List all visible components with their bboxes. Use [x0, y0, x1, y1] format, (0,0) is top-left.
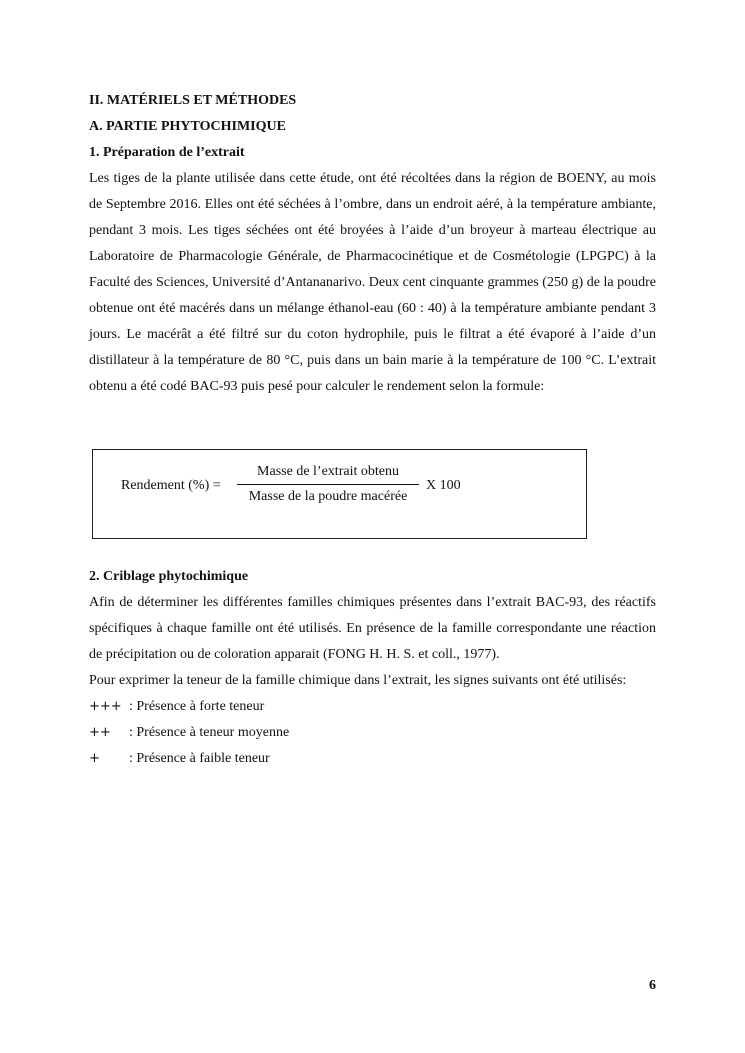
part-title: A. PARTIE PHYTOCHIMIQUE — [89, 119, 286, 134]
subsection-title-screening: 2. Criblage phytochimique — [89, 569, 249, 584]
section-materials-methods — [89, 88, 656, 400]
legend-symbol: +++ — [89, 699, 122, 714]
legend-item — [89, 746, 656, 772]
yield-formula-box — [92, 449, 587, 539]
formula-fraction — [237, 463, 419, 506]
screening-paragraph: Afin de déterminer les différentes familles chimiques présentes dans l’extrait BAC-93, des réactifs spécifiques à chaque famille ont été utilisés. En présence de la famille correspondante une réaction de précipitation ou de coloration apparait (FONG H. H. S. et coll., 1977). — [89, 595, 656, 662]
content-legend — [89, 694, 656, 772]
formula-lhs: Rendement (%) = — [121, 478, 221, 493]
section-title: II. MATÉRIELS ET MÉTHODES — [89, 93, 297, 108]
formula-denominator: Masse de la poudre macérée — [248, 489, 408, 504]
section-phytochemical-screening — [89, 564, 656, 772]
legend-description: : Présence à forte teneur — [129, 699, 265, 714]
formula-numerator: Masse de l’extrait obtenu — [237, 463, 419, 485]
legend-item — [89, 694, 656, 720]
subsection-title-extract-preparation: 1. Préparation de l’extrait — [89, 145, 245, 160]
legend-item — [89, 720, 656, 746]
legend-symbol: + — [89, 751, 100, 766]
legend-description: : Présence à teneur moyenne — [129, 725, 290, 740]
legend-intro: Pour exprimer la teneur de la famille chimique dans l’extrait, les signes suivants ont été utilisés: — [89, 673, 627, 688]
page-number: 6 — [649, 978, 656, 993]
extract-preparation-paragraph: Les tiges de la plante utilisée dans cette étude, ont été récoltées dans la région de BOENY, au mois de Septembre 2016. Elles ont été séchées à l’ombre, dans un endroit aéré, à la température ambiante, pendant 3 mois. Les tiges séchées ont été broyées à l’aide d’un broyeur à marteau électrique au Laboratoire de Pharmacologie Générale, de Pharmacocinétique et de Cosmétologie (LPGPC) à la Faculté des Sciences, Université d’Antananarivo. Deux cent cinquante grammes (250 g) de la poudre obtenue ont été macérés dans un mélange éthanol-eau (60 : 40) à la température ambiante pendant 3 jours. Le macérât a été filtré sur du coton hydrophile, puis le filtrat a été évaporé à l’aide d’un distillateur à la température de 80 °C, puis dans un bain marie à la température de 100 °C. L’extrait obtenu a été codé BAC-93 puis pesé pour calculer le rendement selon la formule: — [89, 171, 656, 394]
legend-description: : Présence à faible teneur — [129, 751, 270, 766]
formula-multiplier: X 100 — [426, 478, 461, 493]
legend-symbol: ++ — [89, 725, 111, 740]
